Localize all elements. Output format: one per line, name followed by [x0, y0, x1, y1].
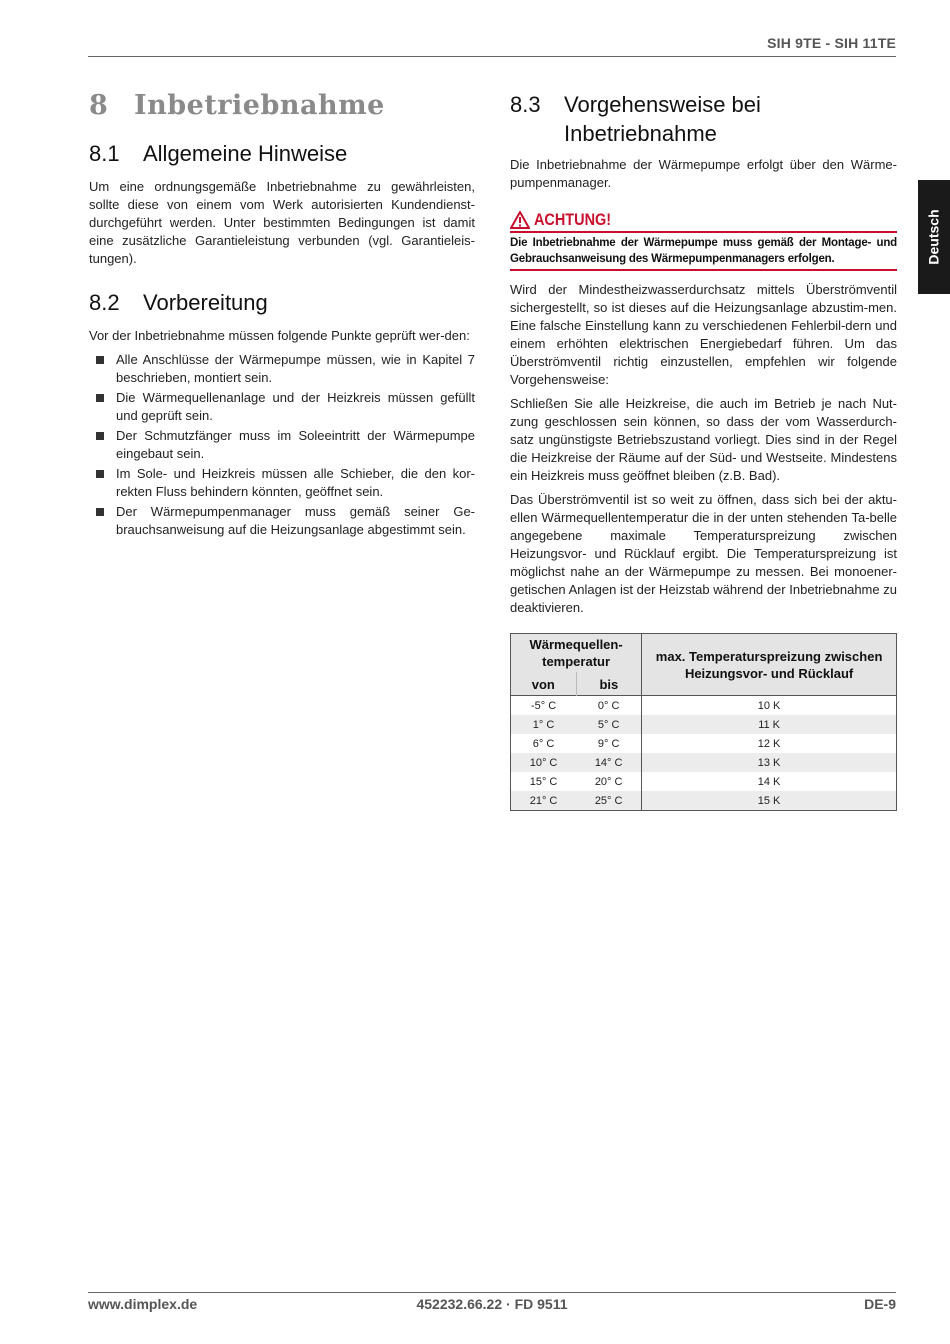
section-title: Vorgehensweise bei Inbetriebnahme [564, 92, 761, 146]
warning-label: ACHTUNG! [534, 210, 612, 229]
table-cell: 9° C [597, 737, 620, 750]
table-cell: 14 K [642, 772, 897, 791]
list-item [89, 427, 475, 463]
header-divider [88, 56, 896, 57]
right-column [510, 90, 897, 811]
table-row [511, 791, 897, 811]
temperature-spread-table [510, 633, 897, 811]
bullet-square-icon [96, 394, 104, 402]
table-cell: 1° C [511, 715, 577, 734]
section-title: Allgemeine Hinweise [143, 141, 348, 166]
chapter-number: 8 [89, 90, 109, 121]
table-header-source-temp: Wärmequellen-temperatur [511, 634, 642, 673]
chapter-heading [89, 90, 475, 121]
table-cell: 0° C [576, 696, 642, 716]
footer-page-number: DE-9 [864, 1296, 896, 1312]
table-cell: 10° C [511, 753, 577, 772]
document-header-title: SIH 9TE - SIH 11TE [767, 35, 896, 51]
table-header-to: bis [576, 672, 642, 696]
list-item-text: Alle Anschlüsse der Wärmepumpe müssen, wie in Kapitel 7 beschrieben, montiert sein. [116, 352, 475, 385]
procedure-paragraph-2: Schließen Sie alle Heizkreise, die auch im Betrieb je nach Nut-zung geschlossen sein können, so dass der vom Wasserdurch-satz ungünstigste Betriebszustand vorliegt. Dies sind in der Regel die Heizkreise der Räume auf der Süd- und Westseite. Mindestens ein Heizkreis muss geöffnet bleiben (z.B. Bad). [510, 396, 897, 483]
table-cell: 13 K [642, 753, 897, 772]
page-footer [88, 1296, 896, 1316]
warning-text: Die Inbetriebnahme der Wärmepumpe muss gemäß der Montage- und Gebrauchsanweisung des Wärmepumpenmanagers erfolgen. [510, 237, 897, 265]
table-cell: 15 K [642, 791, 897, 811]
list-item-text: Die Wärmequellenanlage und der Heizkreis müssen gefüllt und geprüft sein. [116, 390, 475, 423]
table-cell: 11 K [642, 715, 897, 734]
section-number: 8.2 [89, 290, 120, 315]
list-item [89, 465, 475, 501]
table-cell: -5° C [511, 696, 577, 716]
warning-triangle-icon [510, 211, 530, 229]
language-side-tab [918, 180, 950, 294]
list-item-text: Im Sole- und Heizkreis müssen alle Schieber, die den kor-rekten Fluss behindern könnten, geöffnet sein. [116, 466, 475, 499]
language-tab-label: Deutsch [926, 209, 943, 265]
section-8-2-heading [89, 288, 475, 317]
list-item-text: Der Wärmepumpenmanager muss gemäß seiner Ge-brauchsanweisung auf die Heizungsanlage abgestimmt sein. [116, 504, 475, 537]
list-item [89, 389, 475, 425]
table-cell: 14° C [576, 753, 642, 772]
preparation-checklist [89, 351, 475, 539]
warning-box [510, 210, 897, 271]
footer-website-link[interactable]: www.dimplex.de [88, 1296, 198, 1312]
section-8-1-text: Um eine ordnungsgemäße Inbetriebnahme zu gewährleisten, sollte diese von einem vom Werk autorisierten Kundendienst-durchgeführt werden. Unter bestimmten Bedingungen ist damit eine zusätzliche Garantieleistung verbunden (vgl. Garantieleis-tungen). [89, 179, 475, 266]
section-8-2-intro: Vor der Inbetriebnahme müssen folgende Punkte geprüft wer-den: [89, 328, 470, 343]
table-cell: 10 K [642, 696, 897, 716]
procedure-paragraph-3: Das Überströmventil ist so weit zu öffnen, dass sich bei der aktu-ellen Wärmequellentemperatur die in der unten stehenden Ta-belle angegebene maximale Temperaturspreizung zwischen Heizungsvor- und Rücklauf ergibt. Die Temperaturspreizung ist möglichst nahe an der Wärmepumpe zu messen. Bei monoener-getischen Anlagen ist der Heizstab während der Inbetriebnahme zu deaktivieren. [510, 492, 897, 615]
table-row [511, 772, 897, 791]
list-item [89, 351, 475, 387]
section-8-3-heading [510, 90, 897, 148]
procedure-paragraph-1: Wird der Mindestheizwasserdurchsatz mittels Überströmventil sichergestellt, so ist dieses auf die Heizungsanlage abzustim-men. Eine falsche Einstellung kann zu verschiedenen Fehlerbil-dern und einem erhöhten elektrischen Energiebedarf führen. Um das Überströmventil richtig einzustellen, empfehlen wir folgende Vorgehensweise: [510, 282, 897, 387]
table-cell: 20° C [594, 775, 623, 788]
section-number: 8.1 [89, 141, 120, 166]
section-8-3-intro: Die Inbetriebnahme der Wärmepumpe erfolgt über den Wärme-pumpenmanager. [510, 157, 897, 190]
bullet-square-icon [96, 508, 104, 516]
table-cell: 5° C [576, 715, 642, 734]
table-row [511, 753, 897, 772]
table-header-max-spread: max. Temperaturspreizung zwischen Heizungsvor- und Rücklauf [642, 634, 897, 696]
list-item [89, 503, 475, 539]
warning-header [510, 210, 897, 230]
table-cell: 6° C [532, 737, 555, 750]
table-row [511, 715, 897, 734]
table-cell: 12 K [642, 734, 897, 753]
section-8-1-heading [89, 139, 475, 168]
warning-rule [510, 231, 897, 233]
table-row [511, 696, 897, 716]
footer-divider [88, 1292, 896, 1293]
bullet-square-icon [96, 470, 104, 478]
list-item-text: Der Schmutzfänger muss im Soleeintritt der Wärmepumpe eingebaut sein. [116, 428, 475, 461]
footer-doc-number: 452232.66.22 · FD 9511 [416, 1296, 568, 1312]
table-cell: 21° C [511, 791, 577, 811]
table-row [511, 734, 897, 753]
bullet-square-icon [96, 356, 104, 364]
left-column [89, 90, 475, 541]
table-cell: 15° C [529, 775, 558, 788]
section-title: Vorbereitung [143, 290, 268, 315]
chapter-title: Inbetriebnahme [134, 90, 385, 121]
table-cell: 25° C [576, 791, 642, 811]
section-number: 8.3 [510, 92, 541, 117]
bullet-square-icon [96, 432, 104, 440]
table-header-from: von [511, 672, 577, 696]
